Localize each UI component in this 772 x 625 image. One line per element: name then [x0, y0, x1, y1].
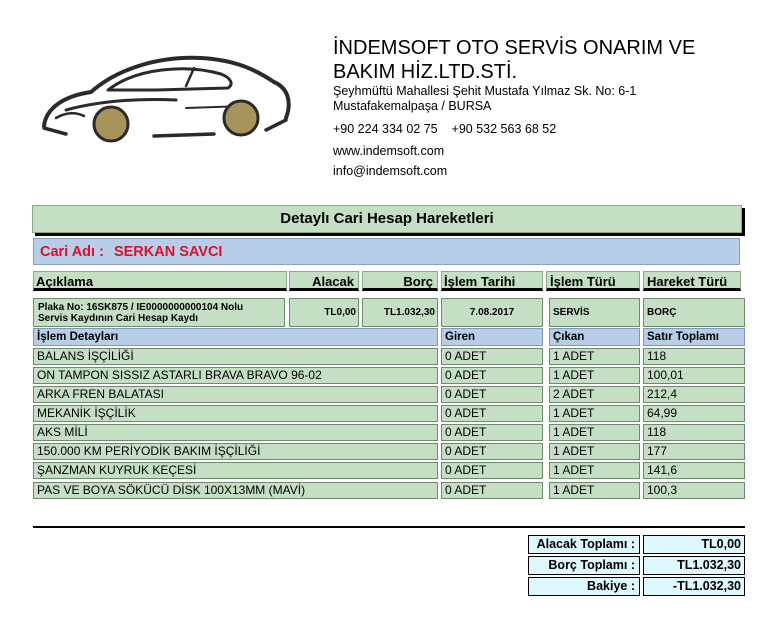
total-borc-value: TL1.032,30: [643, 556, 745, 575]
detail-header-detaylar: İşlem Detayları: [33, 328, 438, 346]
transaction-islem-turu: SERVİS: [549, 298, 640, 327]
total-alacak-label: Alacak Toplamı :: [528, 535, 640, 554]
cari-name-bar: [33, 238, 740, 265]
company-address: [333, 84, 753, 113]
detail-row-6-giren: 0 ADET: [441, 462, 543, 479]
detail-row-7-toplam: 100,3: [643, 482, 745, 499]
detail-row-3-giren: 0 ADET: [441, 405, 543, 422]
transaction-aciklama-line1: Plaka No: 16SK875 / IE0000000000104 Nolu: [38, 302, 244, 313]
detail-header-giren: Giren: [441, 328, 543, 346]
detail-row-1-name: ON TAMPON SISSIZ ASTARLI BRAVA BRAVO 96-02: [33, 367, 438, 384]
detail-row-3-cikan: 1 ADET: [549, 405, 640, 422]
detail-row-0-cikan: 1 ADET: [549, 348, 640, 365]
detail-row-7-giren: 0 ADET: [441, 482, 543, 499]
detail-header-cikan: Çıkan: [549, 328, 640, 346]
detail-row-1-cikan: 1 ADET: [549, 367, 640, 384]
col-islem-tarihi: İşlem Tarihi: [441, 271, 543, 291]
detail-row-0-giren: 0 ADET: [441, 348, 543, 365]
col-borc: Borç: [362, 271, 438, 291]
transaction-borc: TL1.032,30: [362, 298, 438, 327]
transaction-aciklama-line2: Servis Kaydının Cari Hesap Kaydı: [38, 313, 199, 324]
col-alacak: Alacak: [289, 271, 359, 291]
company-name: [333, 36, 753, 84]
company-website: www.indemsoft.com: [333, 144, 445, 158]
transaction-alacak: TL0,00: [289, 298, 359, 327]
total-alacak-value: TL0,00: [643, 535, 745, 554]
detail-row-5-giren: 0 ADET: [441, 443, 543, 460]
detail-row-5-cikan: 1 ADET: [549, 443, 640, 460]
cari-label: Cari Adı :: [40, 244, 104, 260]
phone-1: +90 224 334 02 75: [333, 122, 438, 136]
car-logo-icon: [36, 48, 294, 156]
detail-row-4-giren: 0 ADET: [441, 424, 543, 441]
cari-name: SERKAN SAVCI: [113, 244, 223, 260]
detail-row-2-name: ARKA FREN BALATASI: [33, 386, 438, 403]
transaction-aciklama: [33, 298, 285, 327]
transaction-hareket-turu: BORÇ: [643, 298, 745, 327]
detail-row-1-toplam: 100,01: [643, 367, 745, 384]
total-bakiye-label: Bakiye :: [528, 577, 640, 596]
company-name-line1: İNDEMSOFT OTO SERVİS ONARIM VE: [333, 37, 696, 59]
total-bakiye-value: -TL1.032,30: [643, 577, 745, 596]
company-name-line2: BAKIM HİZ.LTD.STİ.: [333, 61, 518, 83]
company-email: info@indemsoft.com: [333, 164, 448, 178]
detail-row-1-giren: 0 ADET: [441, 367, 543, 384]
col-aciklama: Açıklama: [33, 271, 287, 291]
address-line2: Mustafakemalpaşa / BURSA: [333, 98, 492, 113]
detail-row-2-cikan: 2 ADET: [549, 386, 640, 403]
phone-2: +90 532 563 68 52: [451, 122, 557, 136]
detail-row-2-toplam: 212,4: [643, 386, 745, 403]
detail-row-5-name: 150.000 KM PERİYODİK BAKIM İŞÇİLİĞİ: [33, 443, 438, 460]
detail-row-7-name: PAS VE BOYA SÖKÜCÜ DİSK 100X13MM (MAVİ): [33, 482, 438, 499]
detail-row-6-cikan: 1 ADET: [549, 462, 640, 479]
total-borc-label: Borç Toplamı :: [528, 556, 640, 575]
detail-row-6-toplam: 141,6: [643, 462, 745, 479]
transaction-tarih: 7.08.2017: [441, 298, 543, 327]
detail-row-0-name: BALANS İŞÇİLİĞİ: [33, 348, 438, 365]
detail-row-4-toplam: 118: [643, 424, 745, 441]
detail-row-7-cikan: 1 ADET: [549, 482, 640, 499]
detail-row-3-name: MEKANİK İŞÇİLİK: [33, 405, 438, 422]
company-phones: [333, 122, 556, 136]
detail-row-6-name: ŞANZMAN KUYRUK KEÇESİ: [33, 462, 438, 479]
address-line1: Şeyhmüftü Mahallesi Şehit Mustafa Yılmaz Sk. No: 6-1: [333, 84, 637, 98]
detail-row-4-name: AKS MİLİ: [33, 424, 438, 441]
detail-row-0-toplam: 118: [643, 348, 745, 365]
detail-row-2-giren: 0 ADET: [441, 386, 543, 403]
detail-row-5-toplam: 177: [643, 443, 745, 460]
col-islem-turu: İşlem Türü: [546, 271, 640, 291]
totals-divider: [33, 526, 745, 528]
col-hareket-turu: Hareket Türü: [643, 271, 741, 291]
detail-row-4-cikan: 1 ADET: [549, 424, 640, 441]
company-logo: [36, 48, 294, 156]
report-title: Detaylı Cari Hesap Hareketleri: [32, 205, 742, 233]
detail-header-satir-toplami: Satır Toplamı: [643, 328, 745, 346]
detail-row-3-toplam: 64,99: [643, 405, 745, 422]
